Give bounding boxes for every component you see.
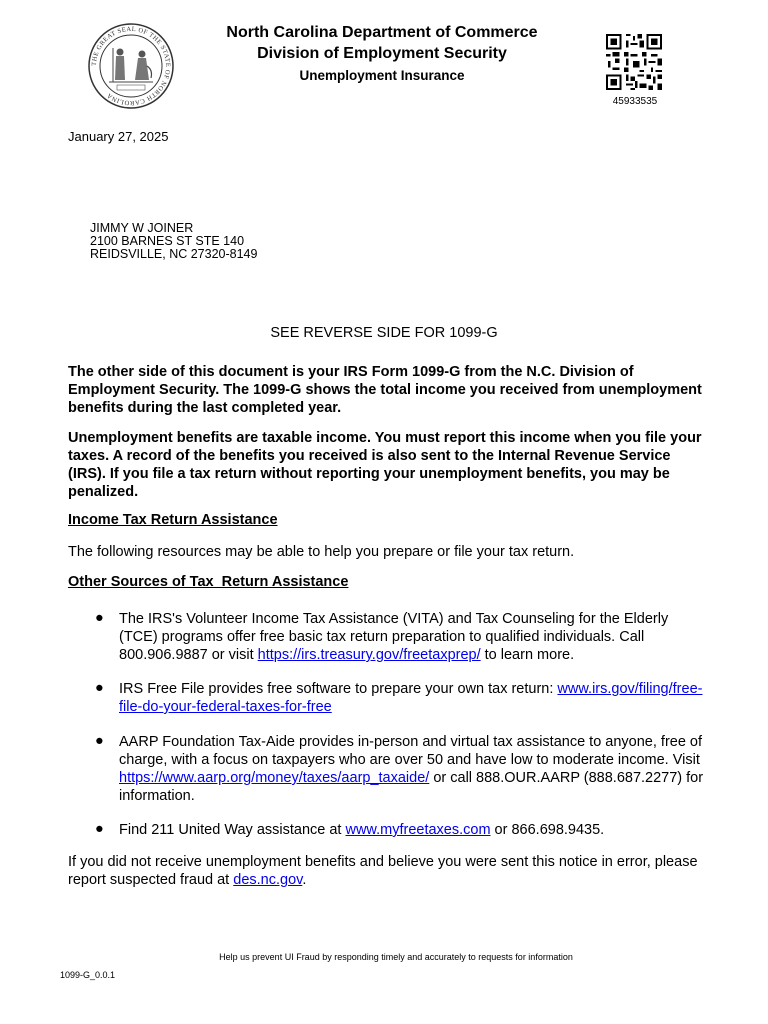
qr-number: 45933535: [612, 96, 658, 107]
aarp-link[interactable]: https://www.aarp.org/money/taxes/aarp_taxaide/: [119, 770, 430, 786]
list-item-text: Find 211 United Way assistance at: [119, 822, 346, 838]
section-heading-other-sources: Other Sources of Tax Return Assistance: [68, 574, 349, 590]
fraud-paragraph: [68, 853, 708, 889]
intro-paragraph: The other side of this document is your IRS Form 1099-G from the N.C. Division of Employment Security. The 1099-G shows the total income you received from unemployment benefits during the last completed year.: [68, 364, 702, 416]
program-name: Unemployment Insurance: [299, 68, 465, 83]
myfreetaxes-link[interactable]: www.myfreetaxes.com: [345, 822, 491, 838]
see-reverse-notice: SEE REVERSE SIDE FOR 1099-G: [270, 325, 498, 341]
list-item: [119, 610, 709, 664]
bullet-icon: ●: [95, 610, 104, 626]
footer-note: Help us prevent UI Fraud by responding timely and accurately to requests for information: [219, 952, 573, 962]
form-id: 1099-G_0.0.1: [60, 970, 116, 980]
bullet-icon: ●: [95, 821, 104, 837]
recipient-city: REIDSVILLE, NC 27320-8149: [90, 247, 258, 261]
bullet-icon: ●: [95, 680, 104, 696]
letter-date: January 27, 2025: [68, 129, 169, 144]
vita-link[interactable]: https://irs.treasury.gov/freetaxprep/: [257, 647, 481, 663]
svg-text:THE GREAT SEAL OF THE STATE OF: [91, 26, 171, 106]
seal-lettering: THE GREAT SEAL OF THE STATE OF NORTH CAROLINA: [90, 25, 172, 107]
fraud-text: If you did not receive unemployment benefits and believe you were sent this notice in error, please report suspected fraud at: [68, 854, 698, 888]
list-item-text: to learn more.: [480, 647, 575, 663]
bullet-icon: ●: [95, 733, 104, 749]
free-file-link[interactable]: www.irs.gov/filing/free-file-do-your-federal-taxes-for-free: [119, 681, 703, 715]
agency-name: North Carolina Department of Commerce: [226, 24, 538, 41]
state-seal-icon: [87, 22, 175, 110]
des-link[interactable]: des.nc.gov: [233, 872, 303, 888]
list-item-text: The IRS's Volunteer Income Tax Assistance (VITA) and Tax Counseling for the Elderly (TCE) programs offer free basic tax return preparation to qualified individuals. Call 800.906.9887 or visit: [119, 611, 669, 663]
qr-code-icon: [606, 34, 662, 90]
division-name: Division of Employment Security: [257, 45, 507, 62]
fraud-text-end: .: [302, 872, 307, 888]
list-item-text: or call 888.OUR.AARP (888.687.2277) for information.: [119, 770, 704, 804]
recipient-name: JIMMY W JOINER: [90, 221, 194, 235]
taxable-income-paragraph: Unemployment benefits are taxable income. You must report this income when you file your taxes. A record of the benefits you received is also sent to the Internal Revenue Service (IRS). If you file a tax return without reporting your unemployment benefits, you may be penalized.: [68, 430, 702, 500]
list-item-text: or 866.698.9435.: [490, 822, 605, 838]
recipient-street: 2100 BARNES ST STE 140: [90, 234, 245, 248]
section-heading-assistance: Income Tax Return Assistance: [68, 512, 278, 528]
list-item: [119, 733, 709, 805]
list-item-text: AARP Foundation Tax-Aide provides in-person and virtual tax assistance to anyone, free of charge, with a focus on taxpayers who are over 50 and have low to moderate income. Visit: [119, 734, 703, 768]
list-item: [119, 680, 709, 716]
list-item: [119, 821, 709, 839]
list-item-text: IRS Free File provides free software to prepare your own tax return:: [119, 681, 558, 697]
resources-paragraph: The following resources may be able to help you prepare or file your tax return.: [68, 544, 575, 560]
